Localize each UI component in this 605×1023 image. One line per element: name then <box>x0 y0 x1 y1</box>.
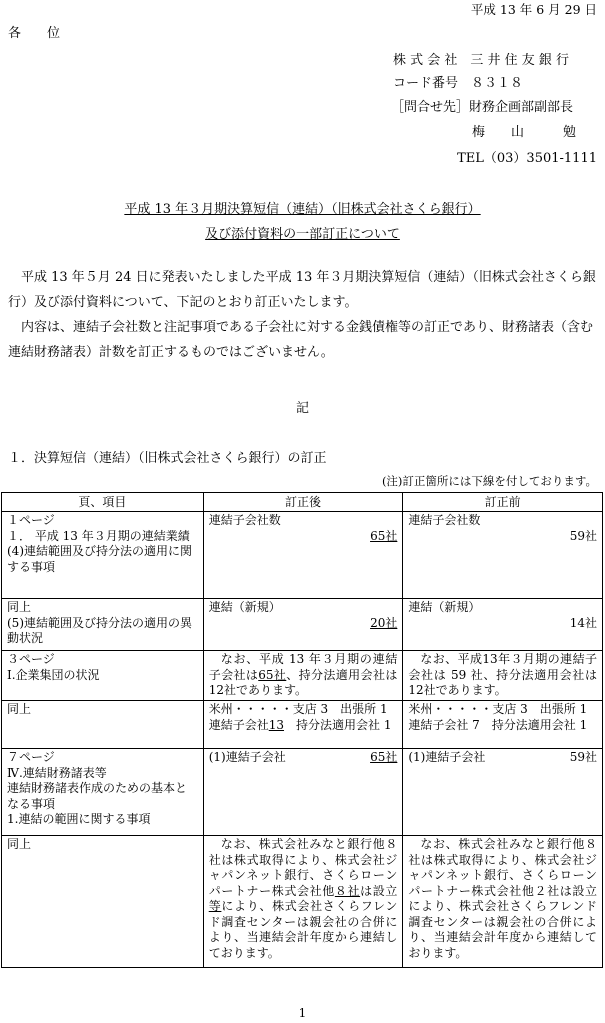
item-cell <box>2 651 204 701</box>
after-text: により、株式会社さくらフレンド調査センターは親会社の合併により、当連結会計年度から連結しております。 <box>208 899 398 960</box>
before-label: 連結（新規） <box>408 600 481 614</box>
after-cell <box>203 512 403 599</box>
item-line: ３ページ <box>7 652 55 666</box>
after-cell <box>203 836 403 968</box>
item-line: 同上 <box>7 702 32 716</box>
before-value: 14社 <box>569 615 597 630</box>
after-text: 連結子会社 <box>208 717 269 732</box>
document-title-line1: 平成 13 年３月期決算短信（連結）（旧株式会社さくら銀行） <box>124 202 481 217</box>
after-value: 20社 <box>370 615 398 630</box>
after-corrected: 等 <box>208 899 222 913</box>
before-label: (1)連結子会社 <box>408 750 486 764</box>
before-value: 59社 <box>569 528 597 543</box>
page-number: 1 <box>298 1006 307 1020</box>
before-cell <box>403 599 603 651</box>
body-paragraph-1: 平成 13 年５月 24 日に発表いたしました平成 13 年３月期決算短信（連結）（旧株式会社さくら銀行）及び添付資料について、下記のとおり訂正いたします。 <box>8 270 596 310</box>
after-value: 65社 <box>370 528 398 543</box>
after-text: 持分法適用会社 1 <box>284 717 392 732</box>
before-cell <box>403 512 603 599</box>
header-item: 頁、項目 <box>2 493 204 512</box>
item-cell <box>2 599 204 651</box>
item-line: Ⅰ.企業集団の状況 <box>7 667 100 682</box>
after-text: 、持分法適用会社は 12社であります。 <box>208 667 398 697</box>
document-title-line2: 及び添付資料の一部訂正について <box>205 227 400 242</box>
contact-label: ［問合せ先］財務企画部副部長 <box>391 100 574 115</box>
item-line: 同上 <box>7 600 32 614</box>
after-cell <box>203 599 403 651</box>
after-corrected: ８社 <box>334 883 361 898</box>
table-row <box>2 512 603 599</box>
after-corrected: 13 <box>268 717 285 732</box>
after-value: 65社 <box>370 750 398 764</box>
contact-tel: TEL（03）3501-1111 <box>457 151 597 166</box>
after-cell <box>203 651 403 701</box>
section-heading: １．決算短信（連結）（旧株式会社さくら銀行）の訂正 <box>8 451 327 466</box>
item-cell <box>2 512 204 599</box>
after-label: 連結子会社数 <box>208 513 281 527</box>
after-text: なお、株式会社みなと銀行他８社は株式取得により、株式会社ジャパンネット銀行、さくらローンパートナー株式会社他 <box>208 837 398 898</box>
item-line: (4)連結範囲及び持分法の適用に関する事項 <box>7 544 192 574</box>
after-label: (1)連結子会社 <box>208 750 286 764</box>
after-cell <box>203 749 403 836</box>
table-row <box>2 836 603 968</box>
after-text: は設立 <box>360 883 398 898</box>
table-row <box>2 599 603 651</box>
item-line: １ページ <box>7 513 55 527</box>
before-cell: なお、平成13年３月期の連結子会社は 59 社、持分法適用会社は 12社であります。 <box>403 651 603 701</box>
table-row <box>2 701 603 749</box>
after-label: 連結（新規） <box>208 600 281 614</box>
before-label: 連結子会社数 <box>408 513 481 527</box>
header-after: 訂正後 <box>203 493 403 512</box>
table-row <box>2 749 603 836</box>
before-line: 米州・・・・・支店 3 出張所 1 <box>408 702 588 716</box>
after-text: なお、平成 13 年３月期の連結子会社は <box>208 652 398 682</box>
item-cell <box>2 749 204 836</box>
item-cell <box>2 836 204 968</box>
stock-code: コード番号 ８３１８ <box>393 76 524 91</box>
before-cell <box>403 701 603 749</box>
addressee: 各 位 <box>8 26 61 41</box>
after-cell <box>203 701 403 749</box>
item-line: ７ページ <box>7 750 55 764</box>
item-cell <box>2 701 204 749</box>
item-line: 同上 <box>7 837 32 851</box>
after-line: 米州・・・・・支店 3 出張所 1 <box>208 702 388 716</box>
correction-table <box>1 492 603 968</box>
after-corrected: 65社 <box>258 667 287 682</box>
before-cell: なお、株式会社みなと銀行他８社は株式取得により、株式会社ジャパンネット銀行、さくらローンパートナー株式会社他２社は設立により、株式会社さくらフレンド調査センターは親会社の合併により、当連結会計年度から連結しております。 <box>403 836 603 968</box>
item-line: １． 平成 13 年３月期の連結業績 <box>7 528 190 543</box>
item-line: 1.連結の範囲に関する事項 <box>7 812 151 826</box>
item-line: (5)連結範囲及び持分法の適用の異動状況 <box>7 615 192 645</box>
table-header-row <box>2 493 603 512</box>
table-row <box>2 651 603 701</box>
body-paragraph-2: 内容は、連結子会社数と注記事項である子会社に対する金銭債権等の訂正であり、財務諸表（含む連結財務諸表）計数を訂正するものではございません。 <box>8 320 594 360</box>
before-cell <box>403 749 603 836</box>
item-line: Ⅳ.連結財務諸表等 <box>7 765 107 780</box>
item-line: 連結財務諸表作成のための基本となる事項 <box>7 781 188 811</box>
underline-note: (注)訂正箇所には下線を付しております。 <box>381 474 597 488</box>
after-line <box>209 718 398 734</box>
contact-name: 梅 山 勉 <box>472 125 577 140</box>
ki-heading: 記 <box>295 401 309 416</box>
document-date: 平成 13 年 6 月 29 日 <box>470 2 597 17</box>
before-value: 59社 <box>569 750 597 764</box>
before-line: 連結子会社 7 持分法適用会社 1 <box>408 717 588 732</box>
header-before: 訂正前 <box>403 493 603 512</box>
company-name: 株 式 会 社 三 井 住 友 銀 行 <box>393 53 570 68</box>
